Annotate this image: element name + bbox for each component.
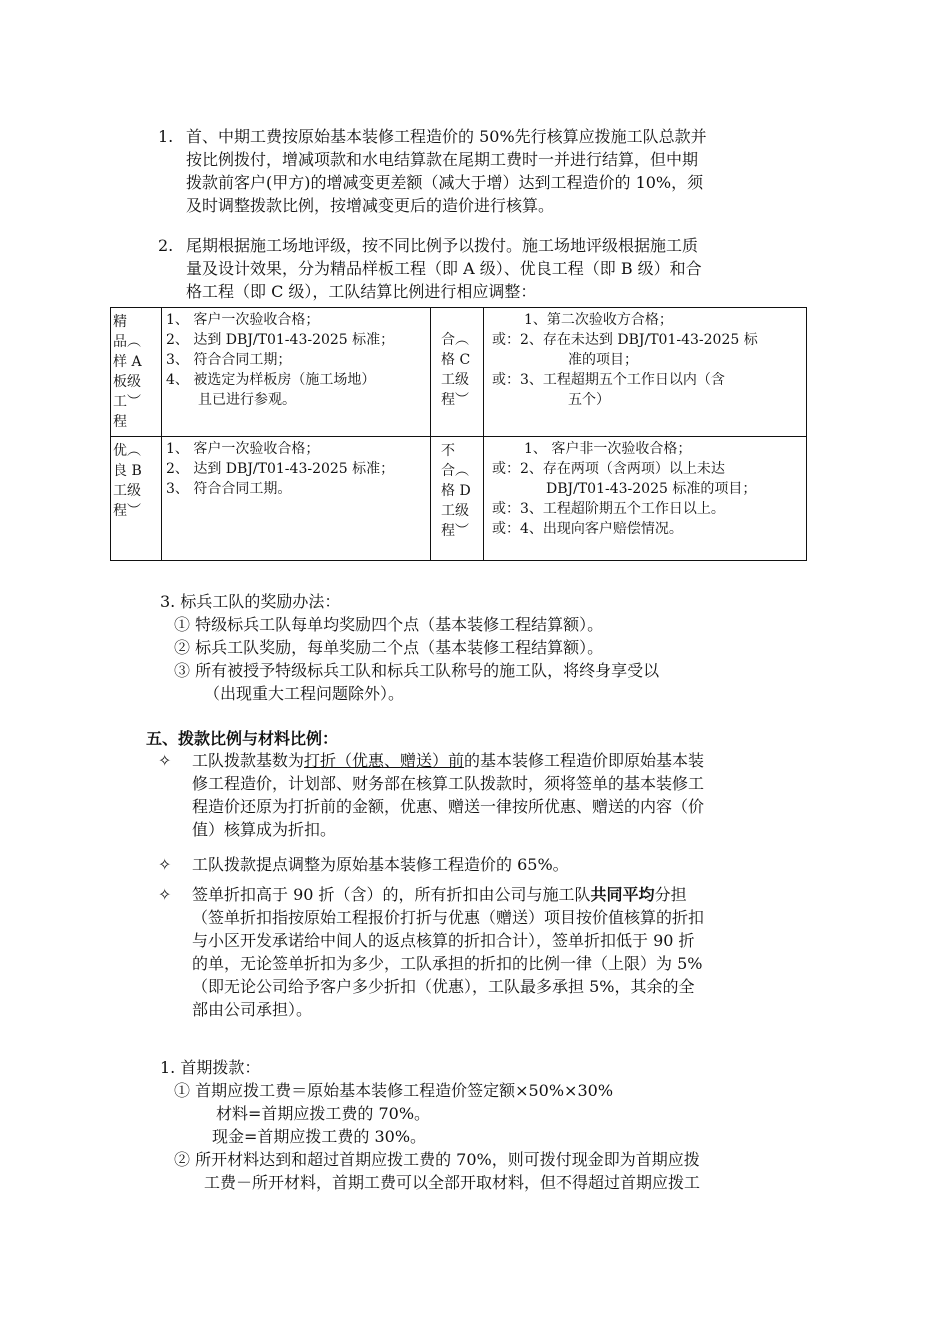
- payment-line: 材料=首期应拨工费的 70%。: [216, 1104, 431, 1123]
- paragraph-line: 与小区开发承诺给中间人的返点核算的折扣合计），签单折扣低于 90 折: [192, 931, 695, 950]
- label-char: 合︵: [441, 332, 469, 348]
- bullet-paragraph-1: [192, 749, 704, 841]
- first-payment-title: 1. 首期拨款：: [160, 1058, 261, 1077]
- criteria-line: 或：3、工程超阶期五个工作日以上。: [492, 501, 725, 517]
- item-1-line: 按比例拨付，增减项款和水电结算款在尾期工费时一并进行结算，但中期: [186, 150, 699, 169]
- grade-d-criteria: [484, 437, 807, 561]
- criteria-line: 或：2、存在未达到 DBJ/T01-43-2025 标: [492, 332, 758, 348]
- label-char: 精: [113, 314, 127, 330]
- reward-item: （出现重大工程问题除外）。: [204, 684, 405, 703]
- criteria-line: 3、 符合合同工期；: [166, 352, 292, 368]
- item-1-line: 拨款前客户(甲方)的增减变更差额（减大于增）达到工程造价的 10%，须: [186, 173, 704, 192]
- payment-line: ① 首期应拨工费＝原始基本装修工程造价签定额×50%×30%: [174, 1081, 614, 1100]
- grade-a-criteria: [162, 308, 431, 437]
- item-1-number: 1.: [158, 127, 174, 146]
- criteria-line: 且已进行参观。: [198, 392, 296, 408]
- text-span: 的基本装修工程造价即原始基本装: [464, 751, 705, 770]
- label-char: 格 C: [441, 352, 471, 368]
- label-char: 程︶: [113, 503, 141, 519]
- item-2-line: 量及设计效果，分为精品样板工程（即 A 级）、优良工程（即 B 级）和合: [186, 259, 702, 278]
- bullet-icon: ✧: [158, 885, 172, 904]
- payment-line: ② 所开材料达到和超过首期应拨工费的 70%，则可拨付现金即为首期应拨: [174, 1150, 700, 1169]
- paragraph-line: 值）核算成为折扣。: [192, 820, 337, 839]
- label-char: 程︶: [441, 523, 469, 539]
- item-2-line: 格工程（即 C 级），工队结算比例进行相应调整：: [186, 282, 537, 301]
- table-row: [111, 308, 807, 437]
- item-1-line: 及时调整拨款比例，按增减变更后的造价进行核算。: [186, 196, 555, 215]
- item-1-text: [186, 125, 707, 217]
- paragraph-line: 修工程造价，计划部、财务部在核算工队拨款时，须将签单的基本装修工: [192, 774, 705, 793]
- label-char: 工级: [113, 483, 141, 499]
- criteria-line: 准的项目；: [568, 352, 638, 368]
- grade-c-label: [431, 308, 484, 437]
- text-span: 工队拨款基数为: [192, 751, 305, 770]
- reward-section: [160, 590, 659, 705]
- grade-d-label: [431, 437, 484, 561]
- paragraph-line: （签单折扣指按原始工程报价打折与优惠（赠送）项目按价值核算的折扣: [192, 908, 705, 927]
- criteria-line: 或：2、存在两项（含两项）以上未达: [492, 461, 725, 477]
- paragraph-line: 的单，无论签单折扣为多少，工队承担的折扣的比例一律（上限）为 5%: [192, 954, 703, 973]
- reward-item: ① 特级标兵工队每单均奖励四个点（基本装修工程结算额）。: [174, 615, 604, 634]
- grade-b-criteria: [162, 437, 431, 561]
- paragraph-line: [192, 749, 704, 772]
- underlined-text: 打折（优惠、赠送）前: [304, 751, 465, 770]
- criteria-line: 2、 达到 DBJ/T01-43-2025 标准；: [166, 332, 395, 348]
- reward-title: 3. 标兵工队的奖励办法：: [160, 592, 341, 611]
- reward-item: ③ 所有被授予特级标兵工队和标兵工队称号的施工队，将终身享受以: [174, 661, 660, 680]
- criteria-line: 4、 被选定为样板房（施工场地）: [166, 372, 376, 388]
- bullet-icon: ✧: [158, 751, 172, 770]
- text-span: 签单折扣高于 90 折（含）的，所有折扣由公司与施工队: [192, 885, 591, 904]
- item-2-number: 2.: [158, 236, 174, 255]
- grade-c-criteria: [484, 308, 807, 437]
- paragraph-line: （即无论公司给予客户多少折扣（优惠），工队最多承担 5%，其余的全: [192, 977, 695, 996]
- criteria-line: 或：4、出现向客户赔偿情况。: [492, 521, 683, 537]
- bold-text: 共同平均: [590, 885, 655, 904]
- bullet-paragraph-3: [192, 883, 704, 1021]
- payment-line: 现金=首期应拨工费的 30%。: [212, 1127, 427, 1146]
- criteria-line: 五个）: [568, 392, 610, 408]
- label-char: 合︵: [441, 463, 469, 479]
- criteria-line: DBJ/T01-43-2025 标准的项目；: [546, 481, 757, 497]
- item-2-text: [186, 234, 702, 303]
- label-char: 工级: [441, 503, 469, 519]
- item-2-line: 尾期根据施工场地评级，按不同比例予以拨付。施工场地评级根据施工质: [186, 236, 699, 255]
- label-char: 不: [441, 443, 455, 459]
- criteria-line: 1、 客户一次验收合格；: [166, 441, 320, 457]
- criteria-line: 1、第二次验收方合格；: [524, 312, 673, 328]
- grade-a-label: [111, 308, 162, 437]
- criteria-line: 或：3、工程超期五个工作日以内（含: [492, 372, 725, 388]
- bullet-paragraph-2: 工队拨款提点调整为原始基本装修工程造价的 65%。: [192, 855, 569, 874]
- label-char: 程︶: [441, 392, 469, 408]
- label-char: 程: [113, 414, 127, 430]
- label-char: 样 A: [113, 354, 142, 370]
- label-char: 工︶: [113, 394, 141, 410]
- reward-item: ② 标兵工队奖励，每单奖励二个点（基本装修工程结算额）。: [174, 638, 604, 657]
- criteria-line: 1、 客户非一次验收合格；: [524, 441, 692, 457]
- label-char: 品︵: [113, 334, 141, 350]
- item-1-line: 首、中期工费按原始基本装修工程造价的 50%先行核算应拨施工队总款并: [186, 127, 707, 146]
- rating-table: [110, 307, 807, 561]
- grade-b-label: [111, 437, 162, 561]
- label-char: 板级: [113, 374, 141, 390]
- paragraph-line: [192, 883, 704, 906]
- payment-line: 工费－所开材料，首期工费可以全部开取材料，但不得超过首期应拨工: [204, 1173, 701, 1192]
- label-char: 工级: [441, 372, 469, 388]
- paragraph-line: 程造价还原为打折前的金额，优惠、赠送一律按所优惠、赠送的内容（价: [192, 797, 705, 816]
- table-row: [111, 437, 807, 561]
- first-payment-section: [160, 1056, 700, 1194]
- paragraph-line: 部由公司承担）。: [192, 1000, 313, 1019]
- bullet-icon: ✧: [158, 855, 172, 874]
- criteria-line: 2、 达到 DBJ/T01-43-2025 标准；: [166, 461, 395, 477]
- criteria-line: 3、 符合合同工期。: [166, 481, 292, 497]
- text-span: 分担: [654, 885, 687, 904]
- criteria-line: 1、 客户一次验收合格；: [166, 312, 320, 328]
- label-char: 良 B: [113, 463, 142, 479]
- label-char: 优︵: [113, 443, 141, 459]
- section-heading: 五、拨款比例与材料比例：: [146, 729, 339, 748]
- label-char: 格 D: [441, 483, 471, 499]
